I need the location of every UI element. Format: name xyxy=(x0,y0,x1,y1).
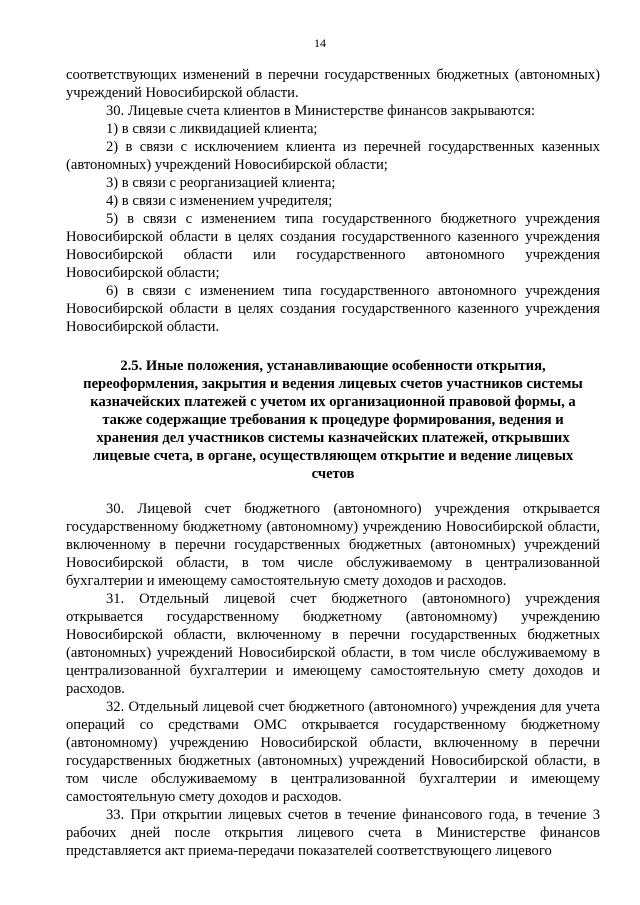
paragraph: 30. Лицевой счет бюджетного (автономного) учреждения открывается государственному бюджетному (автономному) учреждению Новосибирской области, включенному в перечни государственных бюджетных (автономных) учреждений Новосибирской области, в том числе обслуживаемому в централизованной бухгалтерии и имеющему самостоятельную смету доходов и расходов. xyxy=(66,501,600,589)
document-body xyxy=(66,66,600,860)
paragraph: 31. Отдельный лицевой счет бюджетного (автономного) учреждения открывается государственному бюджетному (автономному) учреждению Новосибирской области, включенному в перечни государственных бюджетных (автономных) учреждений Новосибирской области, в том числе обслуживаемому в централизованной бухгалтерии и имеющему самостоятельную смету доходов и расходов. xyxy=(66,591,600,697)
paragraph: соответствующих изменений в перечни государственных бюджетных (автономных) учреждений Новосибирской области. xyxy=(66,67,600,101)
list-item: 5) в связи с изменением типа государственного бюджетного учреждения Новосибирской области в целях создания государственного казенного учреждения Новосибирской области или государственного автономного учреждения Новосибирской области; xyxy=(66,211,600,281)
list-item: 3) в связи с реорганизацией клиента; xyxy=(106,175,336,191)
section-heading: 2.5. Иные положения, устанавливающие особенности открытия, переоформления, закрытия и ведения лицевых счетов участников системы казначейских платежей с учетом их организационной правовой формы, а также содержащие требования к процедуре формирования, ведения и хранения дел участников системы казначейских платежей, открывших лицевые счета, в органе, осуществляющем открытие и ведение лицевых счетов xyxy=(83,358,583,482)
paragraph: 33. При открытии лицевых счетов в течение финансового года, в течение 3 рабочих дней после открытия лицевого счета в Министерстве финансов представляется акт приема-передачи показателей соответствующего лицевого xyxy=(66,807,600,859)
page-number: 14 xyxy=(314,36,326,50)
list-item: 4) в связи с изменением учредителя; xyxy=(106,193,333,209)
list-item: 2) в связи с исключением клиента из перечней государственных казенных (автономных) учреждений Новосибирской области; xyxy=(66,139,600,173)
list-item: 1) в связи с ликвидацией клиента; xyxy=(106,121,318,137)
paragraph: 32. Отдельный лицевой счет бюджетного (автономного) учреждения для учета операций со средствами ОМС открывается государственному бюджетному (автономному) учреждению Новосибирской области, включенному в перечни государственных бюджетных (автономных) учреждений Новосибирской области, в том числе обслуживаемому в централизованной бухгалтерии и имеющему самостоятельную смету доходов и расходов. xyxy=(66,699,600,805)
paragraph: 30. Лицевые счета клиентов в Министерстве финансов закрываются: xyxy=(106,103,536,119)
list-item: 6) в связи с изменением типа государственного автономного учреждения Новосибирской области в целях создания государственного казенного учреждения Новосибирской области. xyxy=(66,283,600,335)
